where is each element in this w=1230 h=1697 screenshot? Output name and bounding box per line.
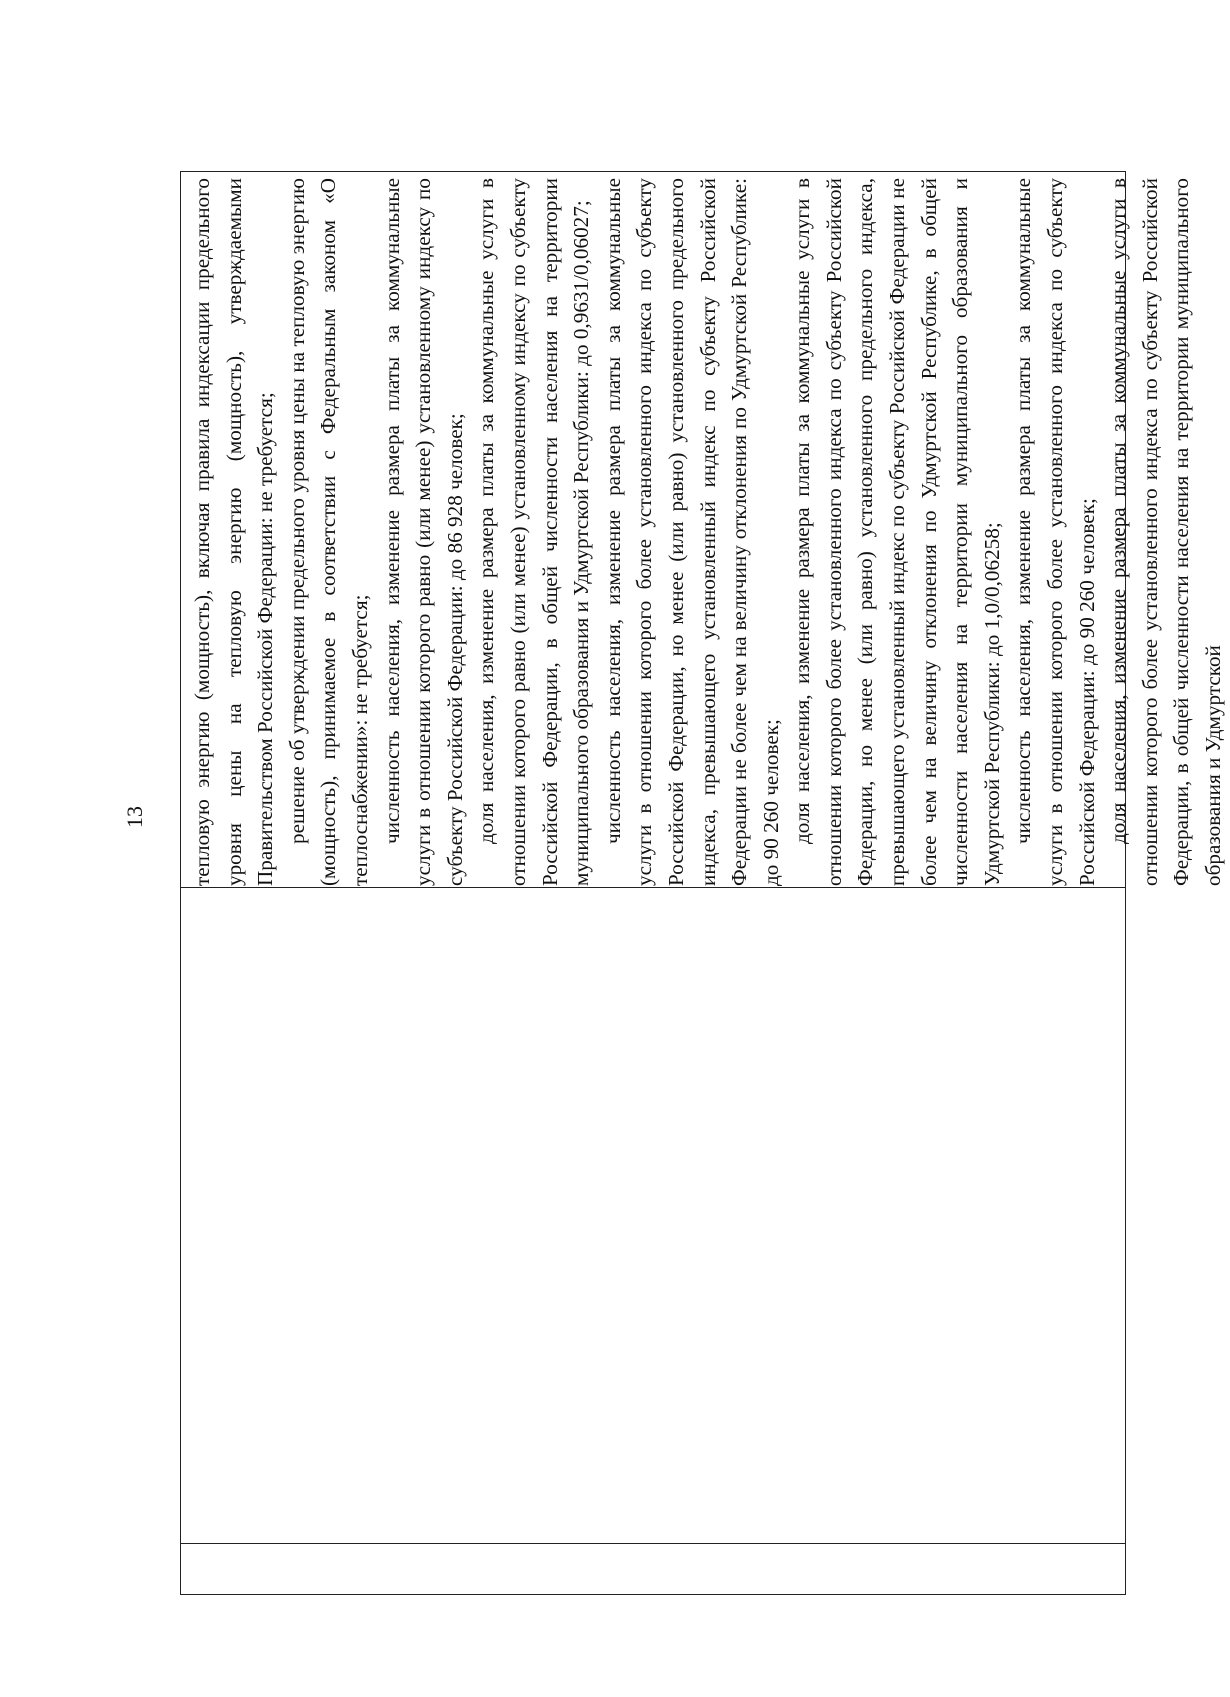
paragraph-3: численность населения, изменение размера платы за коммунальные услуги в отношении которого равно (или менее) установленному индексу по субъекту Российской Федерации: до 86 928 человек; [379, 178, 467, 886]
paragraph-2: решение об утверждении предельного уровня цены на тепловую энергию (мощность), принимаемое в соответствии с Федеральным законом «О теплоснабжении»: не требуется; [284, 178, 372, 886]
paragraph-6: доля населения, изменение размера платы за коммунальные услуги в отношении которого более установленного индекса по субъекту Российской Федерации, но менее (или равно) установленного предельного индекса, превышающего установленный индекс по субъекту Российской Федерации не более чем на величину отклонения по Удмуртской Республике, в общей численности населения на территории муниципального образования и Удмуртской Республики: до 1,0/0,06258; [790, 178, 1004, 886]
paragraph-8: доля населения, изменение размера платы за коммунальные услуги в отношении которого более установленного индекса по субъекту Российской Федерации, в общей численности населения на территории муниципального образования и Удмуртской [1106, 178, 1225, 886]
paragraph-7: численность населения, изменение размера платы за коммунальные услуги в отношении которого более установленного индекса по субъекту Российской Федерации: до 90 260 человек; [1011, 178, 1099, 886]
page-number: 13 [122, 806, 147, 828]
paragraph-5: численность населения, изменение размера платы за коммунальные услуги в отношении которого более установленного индекса по субъекту Российской Федерации, но менее (или равно) установленного предельного индекса, превышающего установленный индекс по субъекту Российской Федерации не более чем на величину отклонения по Удмуртской Республике: до 90 260 человек; [600, 178, 783, 886]
paragraph-4: доля населения, изменение размера платы за коммунальные услуги в отношении которого равно (или менее) установленному индексу по субъекту Российской Федерации, в общей численности населения на территории муниципального образования и Удмуртской Республики: до 0,9631/0,06027; [474, 178, 594, 886]
table-frame [180, 171, 1225, 1595]
text-cell [187, 178, 1225, 886]
column-divider-1 [181, 1543, 1125, 1544]
column-divider-2 [181, 887, 1125, 888]
paragraph-1: тепловую энергию (мощность), включая правила индексации предельного уровня цены на тепловую энергию (мощность), утверждаемыми Правительством Российской Федерации: не требуется; [190, 178, 278, 886]
